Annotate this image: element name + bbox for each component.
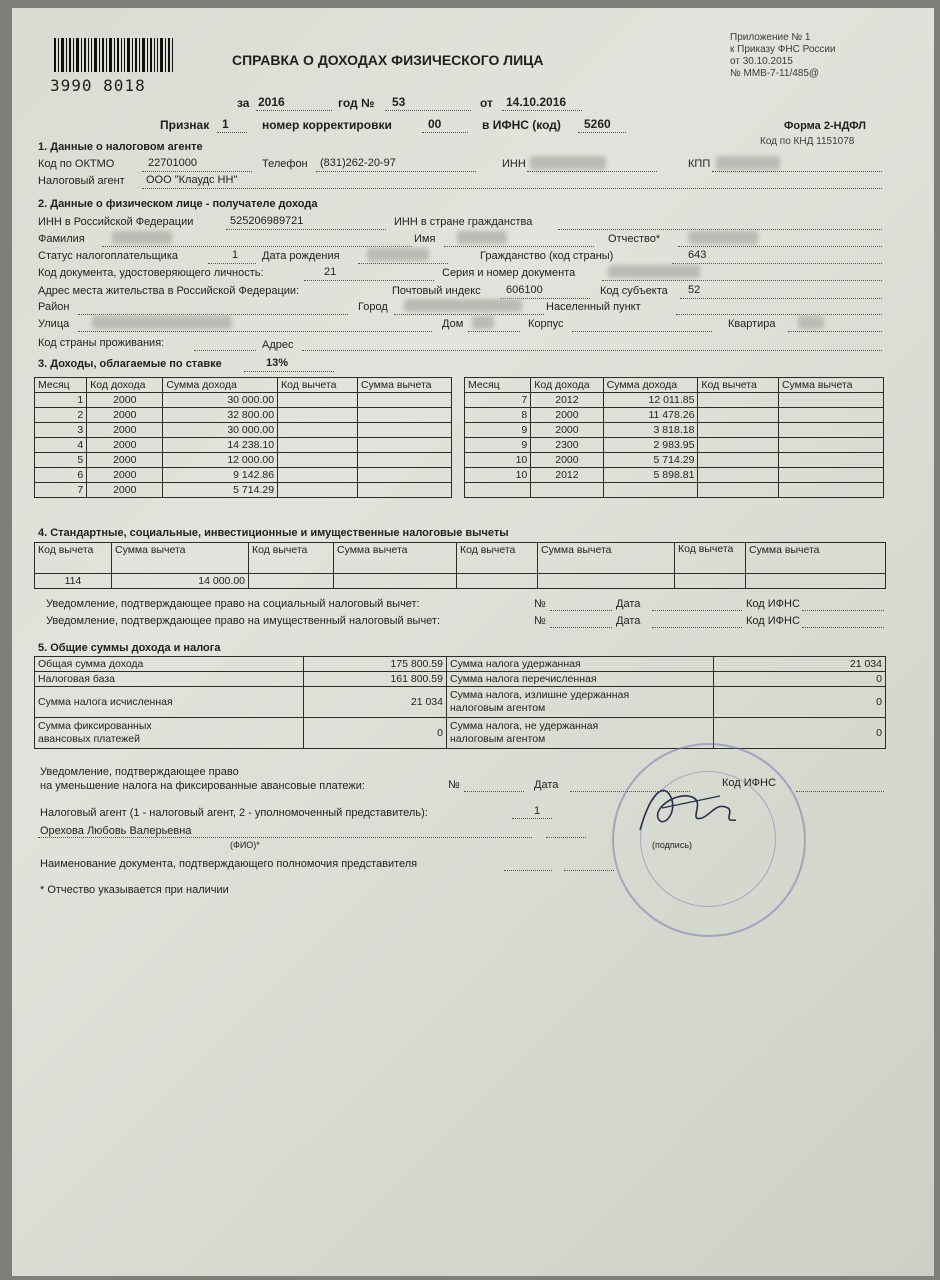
citizenship-label: Гражданство (код страны)	[480, 250, 614, 262]
table-row: 4 2000 14 238.10	[35, 438, 452, 453]
section2-title: 2. Данные о физическом лице - получателе дохода	[38, 198, 318, 210]
date-label: Дата	[616, 598, 641, 610]
ifns-value: 5260	[584, 117, 611, 131]
inn-rf-value: 525206989721	[230, 215, 304, 227]
date-label: Дата	[616, 615, 641, 627]
agent-label: Налоговый агент	[38, 175, 125, 187]
kpp-label: КПП	[688, 158, 711, 170]
street-label: Улица	[38, 318, 70, 330]
priznak-label: Признак	[160, 118, 210, 132]
postal-label: Почтовый индекс	[392, 285, 481, 297]
notice-social: Уведомление, подтверждающее право на социальный налоговый вычет:	[46, 598, 420, 610]
ifns-label: Код ИФНС	[746, 615, 800, 627]
korr-value: 00	[428, 117, 442, 131]
totals-table	[34, 656, 886, 749]
footer-notice-line1: Уведомление, подтверждающее право	[40, 766, 239, 778]
ot-label: от	[480, 96, 493, 110]
phone-label: Телефон	[262, 158, 308, 170]
table-row: Общая сумма дохода 175 800.59 Сумма налога удержанная 21 034	[35, 657, 886, 672]
table-row: 114 14 000.00	[35, 574, 886, 589]
table-row: 2 2000 32 800.00	[35, 408, 452, 423]
inn-rf-label: ИНН в Российской Федерации	[38, 216, 194, 228]
appendix-line: от 30.10.2015	[730, 56, 793, 67]
phone-value: (831)262-20-97	[320, 157, 396, 169]
appendix-line: № ММВ-7-11/485@	[730, 68, 820, 79]
doc-series-label: Серия и номер документа	[442, 267, 576, 279]
col-deduction-code: Код вычета	[278, 378, 358, 393]
section4-title: 4. Стандартные, социальные, инвестиционные и имущественные налоговые вычеты	[38, 527, 509, 539]
agent-inn-label: ИНН	[502, 158, 526, 170]
deductions-table: Код вычета Сумма вычета Код вычета Сумма вычета Код вычета Сумма вычета Код вычета Сумма вычета 114 14 000.00	[34, 542, 886, 589]
date-label: Дата	[534, 779, 559, 791]
korr-label: номер корректировки	[262, 118, 392, 132]
no-label: №	[534, 615, 546, 627]
oktmo-label: Код по ОКТМО	[38, 158, 115, 170]
income-table-left	[34, 377, 452, 498]
postal-value: 606100	[506, 284, 543, 296]
knd-label: Код по КНД 1151078	[760, 136, 855, 147]
redacted-inn	[530, 156, 606, 170]
table-row: 1 2000 30 000.00	[35, 393, 452, 408]
oktmo-value: 22701000	[148, 157, 197, 169]
table-row: 9 2000 3 818.18	[465, 423, 884, 438]
no-label: №	[448, 779, 460, 791]
doc-label: Наименование документа, подтверждающего полномочия представителя	[40, 858, 418, 870]
col-deduction-sum: Сумма вычета	[357, 378, 451, 393]
redacted-name	[457, 231, 507, 244]
col-month: Месяц	[465, 378, 531, 393]
barcode-number: 3990 8018	[50, 76, 146, 95]
doc-code-value: 21	[324, 266, 337, 278]
table-row: 3 2000 30 000.00	[35, 423, 452, 438]
signer-name: Орехова Любовь Валерьевна	[40, 825, 192, 837]
appendix-block	[730, 32, 836, 80]
table-row	[465, 483, 884, 498]
status-label: Статус налогоплательщика	[38, 250, 179, 262]
income-table-right	[464, 377, 884, 498]
ifns-label: в ИФНС (код)	[482, 118, 561, 132]
document-sheet	[12, 8, 934, 1276]
col-income-sum: Сумма дохода	[603, 378, 698, 393]
section5-title: 5. Общие суммы дохода и налога	[38, 642, 221, 654]
col-income-sum: Сумма дохода	[163, 378, 278, 393]
table-row: Сумма налога исчисленная 21 034 Сумма налога, излишне удержанная налоговым агентом 0	[35, 687, 886, 718]
country-label: Код страны проживания:	[38, 337, 165, 349]
report-number: 53	[392, 95, 406, 109]
table-row: 7 2012 12 011.85	[465, 393, 884, 408]
fio-caption: (ФИО)*	[230, 840, 260, 850]
report-year: 2016	[258, 95, 285, 109]
table-row: 9 2300 2 983.95	[465, 438, 884, 453]
za-label: за	[237, 96, 250, 110]
god-label: год №	[338, 96, 375, 110]
table-row: Налоговая база 161 800.59 Сумма налога перечисленная 0	[35, 672, 886, 687]
table-row: Сумма фиксированных авансовых платежей 0 Сумма налога, не удержанная налоговым агентом 0	[35, 718, 886, 749]
col-deduction-code: Код вычета	[698, 378, 779, 393]
redacted-kpp	[716, 156, 780, 170]
addr-label: Адрес	[262, 339, 294, 351]
appendix-line: Приложение № 1	[730, 32, 811, 43]
redacted-house	[472, 316, 494, 329]
citizenship-value: 643	[688, 249, 707, 261]
redacted-surname	[112, 231, 172, 244]
table-row: 8 2000 11 478.26	[465, 408, 884, 423]
tax-rate: 13%	[266, 357, 289, 369]
col-income-code: Код дохода	[531, 378, 603, 393]
district-label: Район	[38, 301, 70, 313]
signature-icon	[632, 778, 742, 840]
table-row: 10 2000 5 714.29	[465, 453, 884, 468]
birth-label: Дата рождения	[262, 250, 340, 262]
form-label: Форма 2-НДФЛ	[784, 120, 866, 132]
agent-name: ООО "Клаудс НН"	[146, 174, 238, 186]
col-income-code: Код дохода	[87, 378, 163, 393]
redacted-birth	[367, 248, 429, 261]
col-month: Месяц	[35, 378, 87, 393]
report-date: 14.10.2016	[506, 95, 567, 109]
name-label: Имя	[414, 233, 436, 245]
agent-type-value: 1	[534, 805, 541, 817]
settlement-label: Населенный пункт	[546, 301, 641, 313]
document-title: СПРАВКА О ДОХОДАХ ФИЗИЧЕСКОГО ЛИЦА	[232, 52, 544, 68]
redacted-city	[404, 299, 522, 312]
table-row: 5 2000 12 000.00	[35, 453, 452, 468]
city-label: Город	[358, 301, 388, 313]
apartment-label: Квартира	[728, 318, 776, 330]
col-deduction-sum: Сумма вычета	[778, 378, 883, 393]
korpus-label: Корпус	[528, 318, 564, 330]
redacted-patronymic	[688, 231, 758, 244]
redacted-doc-series	[608, 265, 700, 278]
region-value: 52	[688, 284, 701, 296]
notice-property: Уведомление, подтверждающее право на имущественный налоговый вычет:	[46, 615, 441, 627]
agent-type-label: Налоговый агент (1 - налоговый агент, 2 - уполномоченный представитель):	[40, 807, 428, 819]
inn-foreign-label: ИНН в стране гражданства	[394, 216, 533, 228]
surname-label: Фамилия	[38, 233, 85, 245]
status-value: 1	[232, 249, 239, 261]
redacted-apartment	[798, 316, 824, 329]
priznak-value: 1	[222, 117, 229, 131]
patronymic-label: Отчество*	[608, 233, 661, 245]
no-label: №	[534, 598, 546, 610]
appendix-line: к Приказу ФНС России	[730, 44, 836, 55]
ifns-label: Код ИФНС	[722, 777, 776, 789]
sign-caption: (подпись)	[652, 840, 693, 850]
ifns-label: Код ИФНС	[746, 598, 800, 610]
address-label: Адрес места жительства в Российской Федерации:	[38, 285, 300, 297]
table-row: 6 2000 9 142.86	[35, 468, 452, 483]
section3-title: 3. Доходы, облагаемые по ставке	[38, 358, 222, 370]
footnote: * Отчество указывается при наличии	[40, 884, 229, 896]
house-label: Дом	[442, 318, 464, 330]
footer-notice-line2: на уменьшение налога на фиксированные авансовые платежи:	[40, 780, 365, 792]
doc-code-label: Код документа, удостоверяющего личность:	[38, 267, 264, 279]
table-row: 10 2012 5 898.81	[465, 468, 884, 483]
redacted-street	[92, 316, 232, 329]
table-row: 7 2000 5 714.29	[35, 483, 452, 498]
region-label: Код субъекта	[600, 285, 668, 297]
section1-title: 1. Данные о налоговом агенте	[38, 141, 203, 153]
